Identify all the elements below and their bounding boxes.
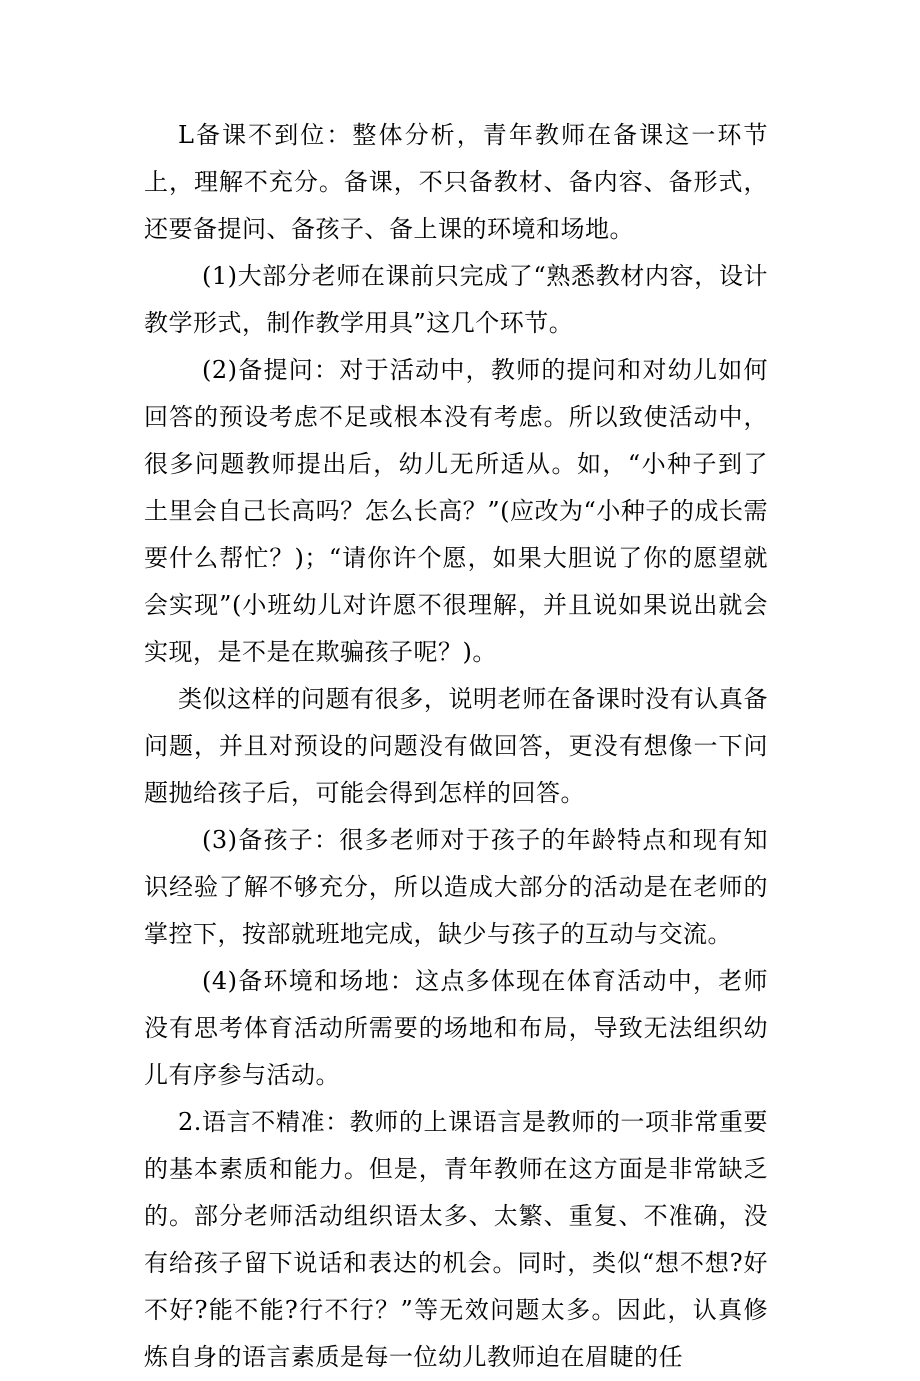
paragraph-language: 2.语言不精准：教师的上课语言是教师的一项非常重要的基本素质和能力。但是，青年教师在这方面是非常缺乏的。部分老师活动组织语太多、太繁、重复、不准确，没有给孩子留下说话和表达的机会。同时，类似“想不想?好不好?能不能?行不行？”等无效问题太多。因此，认真修炼自身的语言素质是每一位幼儿教师迫在眉睫的任 [144, 1108, 768, 1371]
paragraph-item-4-environment: (4)备环境和场地：这点多体现在体育活动中，老师没有思考体育活动所需要的场地和布局，导致无法组织幼儿有序参与活动。 [144, 967, 768, 1089]
paragraph-item-3-children: (3)备孩子：很多老师对于孩子的年龄特点和现有知识经验了解不够充分，所以造成大部分的活动是在老师的掌控下，按部就班地完成，缺少与孩子的互动与交流。 [144, 826, 768, 948]
paragraph-similar-problems: 类似这样的问题有很多，说明老师在备课时没有认真备问题，并且对预设的问题没有做回答，更没有想像一下问题抛给孩子后，可能会得到怎样的回答。 [144, 685, 768, 807]
paragraph-item-1: (1)大部分老师在课前只完成了“熟悉教材内容，设计教学形式，制作教学用具”这几个环节。 [144, 262, 768, 337]
paragraph-item-2-questions: (2)备提问：对于活动中，教师的提问和对幼儿如何回答的预设考虑不足或根本没有考虑。所以致使活动中，很多问题教师提出后，幼儿无所适从。如，“小种子到了土里会自己长高吗？怎么长高？”(应改为“小种子的成长需要什么帮忙？)；“请你许个愿，如果大胆说了你的愿望就会实现”(小班幼儿对许愿不很理解，并且说如果说出就会实现，是不是在欺骗孩子呢？)。 [144, 356, 768, 666]
paragraph-lesson-prep: L备课不到位：整体分析，青年教师在备课这一环节上，理解不充分。备课，不只备教材、备内容、备形式，还要备提问、备孩子、备上课的环境和场地。 [144, 121, 768, 243]
